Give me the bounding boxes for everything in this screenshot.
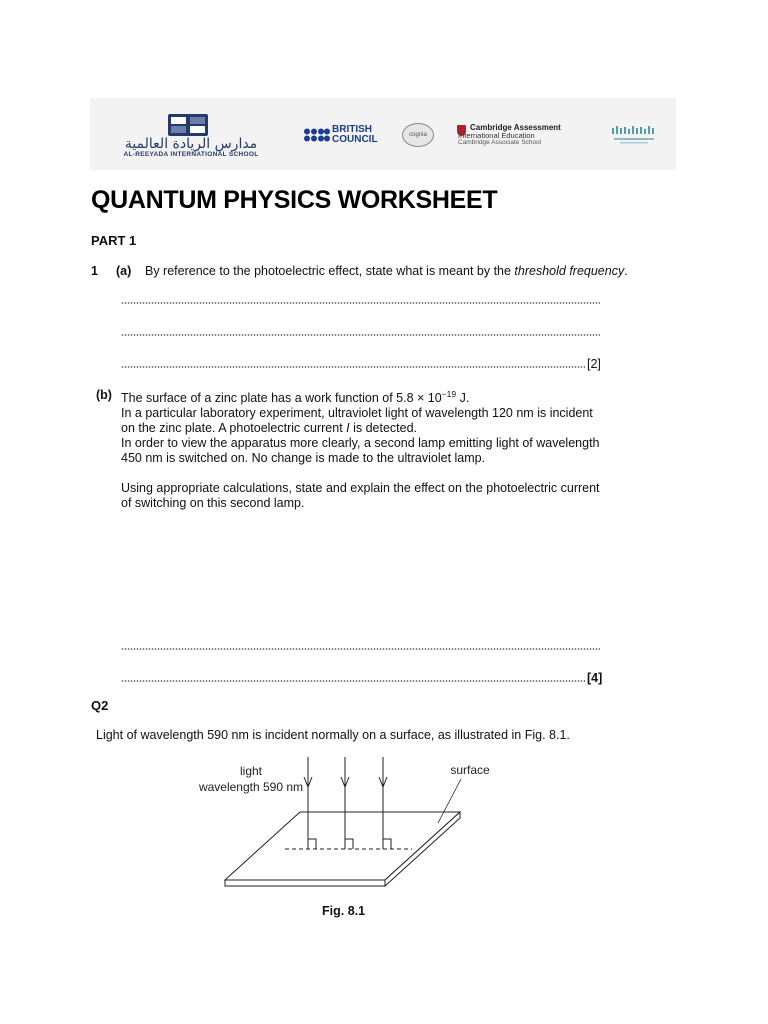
- cambridge-line1: Cambridge Assessment: [470, 123, 561, 132]
- question-1a-label: (a): [116, 264, 132, 278]
- answer-line[interactable]: [121, 334, 600, 336]
- question-1b-line1: [121, 387, 600, 406]
- school-name-arabic: مدارس الريادة العالمية: [124, 136, 258, 152]
- question-2-intro: Light of wavelength 590 nm is incident normally on a surface, as illustrated in Fig. 8.1.: [96, 728, 570, 742]
- part-label: PART 1: [91, 233, 137, 248]
- header-banner: [90, 98, 676, 170]
- paragraph-gap: [121, 466, 600, 481]
- question-1b-line7: of switching on this second lamp.: [121, 496, 305, 511]
- figure-8-1-diagram: [190, 755, 490, 895]
- british-council-line1: BRITISH: [332, 124, 372, 135]
- question-1b-line6: Using appropriate calculations, state and explain the effect on the photoelectric current: [121, 481, 600, 496]
- figure-caption: Fig. 8.1: [322, 904, 366, 918]
- surface-label: surface: [450, 763, 490, 777]
- question-1a-text-start: By reference to the photoelectric effect, state what is meant by the: [145, 264, 515, 278]
- school-logo: [168, 114, 208, 136]
- answer-line[interactable]: [121, 366, 585, 368]
- question-1b-label: (b): [96, 388, 112, 402]
- current-symbol: I: [346, 421, 350, 436]
- marks-1a: [2]: [587, 357, 601, 371]
- question-1b-line4: In order to view the apparatus more clearly, a second lamp emitting light of wavelength: [121, 436, 600, 451]
- exponent: −19: [441, 389, 457, 399]
- question-1b-line1-start: The surface of a zinc plate has a work function of 5.8 × 10: [121, 391, 442, 406]
- answer-line[interactable]: [121, 302, 600, 304]
- question-1a-text: [145, 264, 628, 279]
- question-2-label: Q2: [91, 698, 109, 713]
- question-1b-line1-end: J.: [456, 391, 470, 406]
- answer-line[interactable]: [121, 680, 585, 682]
- ministry-logo: [610, 124, 658, 146]
- light-labels: [198, 763, 490, 794]
- worksheet-title: QUANTUM PHYSICS WORKSHEET: [91, 186, 498, 214]
- question-1b-line3-start: on the zinc plate. A photoelectric current: [121, 421, 347, 436]
- question-1b-line5: 450 nm is switched on. No change is made to the ultraviolet lamp.: [121, 451, 486, 466]
- surface-plate-front-edge: [225, 880, 385, 886]
- question-1-number: 1: [91, 264, 98, 278]
- cambridge-line3: Cambridge Associate School: [458, 139, 542, 146]
- answer-line[interactable]: [121, 648, 600, 650]
- cognia-logo: cognia: [402, 123, 434, 147]
- question-1b-line2: In a particular laboratory experiment, ultraviolet light of wavelength 120 nm is incident: [121, 406, 593, 421]
- school-name-english: AL-REEYADA INTERNATIONAL SCHOOL: [123, 151, 259, 158]
- question-1b-line3: [121, 421, 600, 436]
- threshold-frequency-term: threshold frequency: [514, 264, 625, 278]
- british-council-line2: COUNCIL: [332, 134, 378, 145]
- question-1b-line3-end: is detected.: [349, 421, 418, 436]
- british-council-logo-dots: [304, 128, 330, 142]
- cambridge-line2: International Education: [458, 131, 535, 140]
- question-1b-text: [121, 387, 600, 511]
- light-label: light: [239, 764, 263, 778]
- wavelength-label: wavelength 590 nm: [198, 780, 304, 794]
- marks-1b: [4]: [587, 671, 603, 685]
- question-1a-text-end: .: [624, 264, 628, 278]
- british-council-wordmark: [332, 125, 378, 145]
